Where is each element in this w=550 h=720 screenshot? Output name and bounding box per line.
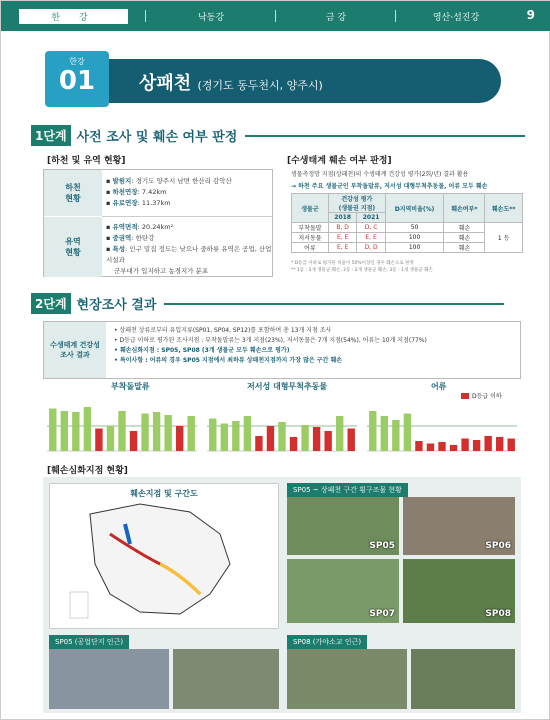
photo-sp05: SP05 bbox=[287, 497, 399, 555]
chart-bar bbox=[209, 419, 216, 452]
chart-bar bbox=[118, 411, 125, 451]
chart-bar bbox=[427, 444, 434, 452]
tab-hangang[interactable]: 한 강 bbox=[1, 1, 146, 31]
basin-head: 유역 현황 bbox=[44, 217, 102, 277]
basin-items: ▪ 유역면적: 20.24km² ▪ 중권역: 한탄강 ▪ 특성: 인구 밀집 정도는 낮으나 중하류 유역은 공업, 산업시설과 군부대가 입지하고 농경지가 분포 bbox=[106, 223, 272, 275]
chart-bar bbox=[404, 414, 411, 452]
chart-bar bbox=[267, 426, 274, 451]
chart-bar bbox=[176, 426, 183, 451]
chart-bar bbox=[336, 416, 343, 451]
lower-panel bbox=[43, 477, 521, 713]
tab-yeongsan-seomjin[interactable]: 영산·섬진강 bbox=[432, 12, 480, 23]
chart-bar bbox=[141, 414, 148, 452]
chart-bar bbox=[290, 437, 297, 451]
river-head: 하천 현황 bbox=[44, 170, 102, 216]
chart-bar bbox=[415, 441, 422, 451]
chart-bar bbox=[188, 416, 195, 451]
damage-map: 훼손지점 및 구간도 bbox=[49, 483, 279, 629]
river-status-box bbox=[43, 169, 273, 277]
chart-bar bbox=[508, 439, 515, 452]
tab-nakdonggang[interactable]: 낙동강 bbox=[146, 1, 276, 31]
sp05-photo bbox=[173, 649, 279, 709]
river-status-heading: [하천 및 유역 현황] bbox=[47, 156, 126, 166]
chart-title-fish: 어류 bbox=[431, 382, 447, 391]
sp08-aerial bbox=[287, 649, 407, 709]
section-header bbox=[1, 45, 550, 109]
eco-desc: 생물측정망 지점(상패천)의 수생태계 건강성 평가(2회/년) 결과 활용 bbox=[291, 171, 469, 178]
chart-bar bbox=[130, 431, 137, 451]
step1-heading: 1단계 사전 조사 및 훼손 여부 판정 bbox=[31, 125, 525, 146]
chart-bar bbox=[244, 416, 251, 451]
chart-bar bbox=[95, 429, 102, 452]
sp08-photo bbox=[411, 649, 515, 709]
chart-bar bbox=[392, 420, 399, 451]
lower-heading: [훼손심화지점 현황] bbox=[47, 466, 128, 476]
chart-bar bbox=[369, 411, 376, 451]
result-items: • 상패천 상류로부터 유입지류(SP01, SP04, SP12)를 포함하여 총 13개 지점 조사 • D등급 이하로 평가된 조사지점 : 부착돌말류는 3개 지점(23%), 저서동물은 7개 지점(54%), 어류는 10개 지점(77%) • 훼손심화지점 : SP05, SP08 (3개 생물군 모두 훼손으로 평가) • 특이사항 : 어류의 경우 SP05 지점에서 최하류 상패천지점까지 가장 많은 구간 훼손 bbox=[114, 327, 427, 364]
step2-heading: 2단계 현장조사 결과 bbox=[31, 293, 504, 314]
bar-charts bbox=[43, 397, 521, 459]
photo-sp08: SP08 bbox=[403, 559, 515, 623]
chart-bar bbox=[324, 431, 331, 451]
chart-legend: D등급 이하 bbox=[461, 391, 502, 400]
chart-bar bbox=[496, 437, 503, 451]
chart-bar bbox=[153, 412, 160, 451]
chart-bar bbox=[232, 421, 239, 451]
page-subtitle: (경기도 동두천시, 양주시) bbox=[197, 79, 323, 92]
table-row: 어류 E, E D, D 100 훼손 bbox=[292, 243, 523, 253]
chart-bar bbox=[438, 442, 445, 451]
photo-sp07: SP07 bbox=[287, 559, 399, 623]
sp05-aerial bbox=[49, 649, 169, 709]
result-box bbox=[43, 321, 521, 379]
sp08-panel-title: SP08 (가야소교 인근) bbox=[287, 635, 367, 649]
chart-bar bbox=[49, 409, 56, 452]
table-row: 저서동물 E, E E, E 100 훼손 bbox=[292, 233, 523, 243]
table-row: 부착돌말 B, D D, C 50 훼손 1 등 bbox=[292, 223, 523, 233]
chart-bar bbox=[164, 415, 171, 451]
river-items: ▪ 발원지: 경기도 양주시 남면 한산리 감악산 ▪ 하천연장: 7.42km ▪ 유로연장: 11.37km bbox=[106, 177, 232, 207]
chart-bar bbox=[278, 422, 285, 451]
photo-sp06: SP06 bbox=[403, 497, 515, 555]
chart-title-diatom: 부착돌말류 bbox=[111, 382, 150, 391]
eco-note: → 하천 주요 생물군인 부착돌말류, 저서성 대형무척추동물, 어류 모두 훼손 bbox=[291, 183, 488, 190]
chart-bar bbox=[84, 407, 91, 451]
chart-bar bbox=[461, 439, 468, 452]
eco-heading: [수생태계 훼손 여부 판정] bbox=[287, 156, 392, 166]
eco-footnote-2: ** 1등 : 3개 생물군 훼손, 2등 : 2개 생물군 훼손, 3등 : 1개 생물군 훼손 bbox=[291, 268, 433, 273]
chart-bar bbox=[61, 411, 68, 451]
chart-bar bbox=[313, 427, 320, 451]
chart-bar bbox=[221, 424, 228, 452]
chart-bar bbox=[473, 440, 480, 451]
chart-bar bbox=[348, 429, 355, 452]
chart-title-benthic: 저서성 대형무척추동물 bbox=[247, 382, 328, 391]
page-title: 상패천 (경기도 동두천시, 양주시) bbox=[139, 73, 323, 94]
chart-bar bbox=[484, 436, 491, 451]
chart-bar bbox=[255, 436, 262, 451]
top-navigation bbox=[1, 1, 550, 31]
photo-panel-title: SP05 ~ 상패천 구간 횡구조물 현황 bbox=[287, 483, 408, 497]
sp05-panel-title: SP05 (공업단지 인근) bbox=[49, 635, 129, 649]
chart-bar bbox=[72, 412, 79, 451]
chart-bar bbox=[107, 426, 114, 451]
result-head: 수생태계 건강성 조사 결과 bbox=[44, 322, 106, 378]
eco-footnote-1: * D등급 이하로 평가된 비율이 50%이상인 경우 훼손으로 판정 bbox=[291, 261, 414, 266]
eco-table: 생물군 건강성 평가 (생물권 지점) D지역비율(%) 훼손여부* 훼손도** 2018 2021 부착돌말 B, D D, C 50 훼손 1 등 저서동물 E, E E, E 100 훼손 어류 E, E D, D 100 훼손 bbox=[291, 193, 523, 253]
header-badge: 한강 01 bbox=[45, 51, 109, 107]
page-number: 9 bbox=[526, 8, 535, 22]
chart-bar bbox=[381, 416, 388, 451]
chart-bar bbox=[301, 425, 308, 451]
chart-bar bbox=[450, 445, 457, 451]
tab-geumgang[interactable]: 금 강 bbox=[276, 1, 396, 31]
